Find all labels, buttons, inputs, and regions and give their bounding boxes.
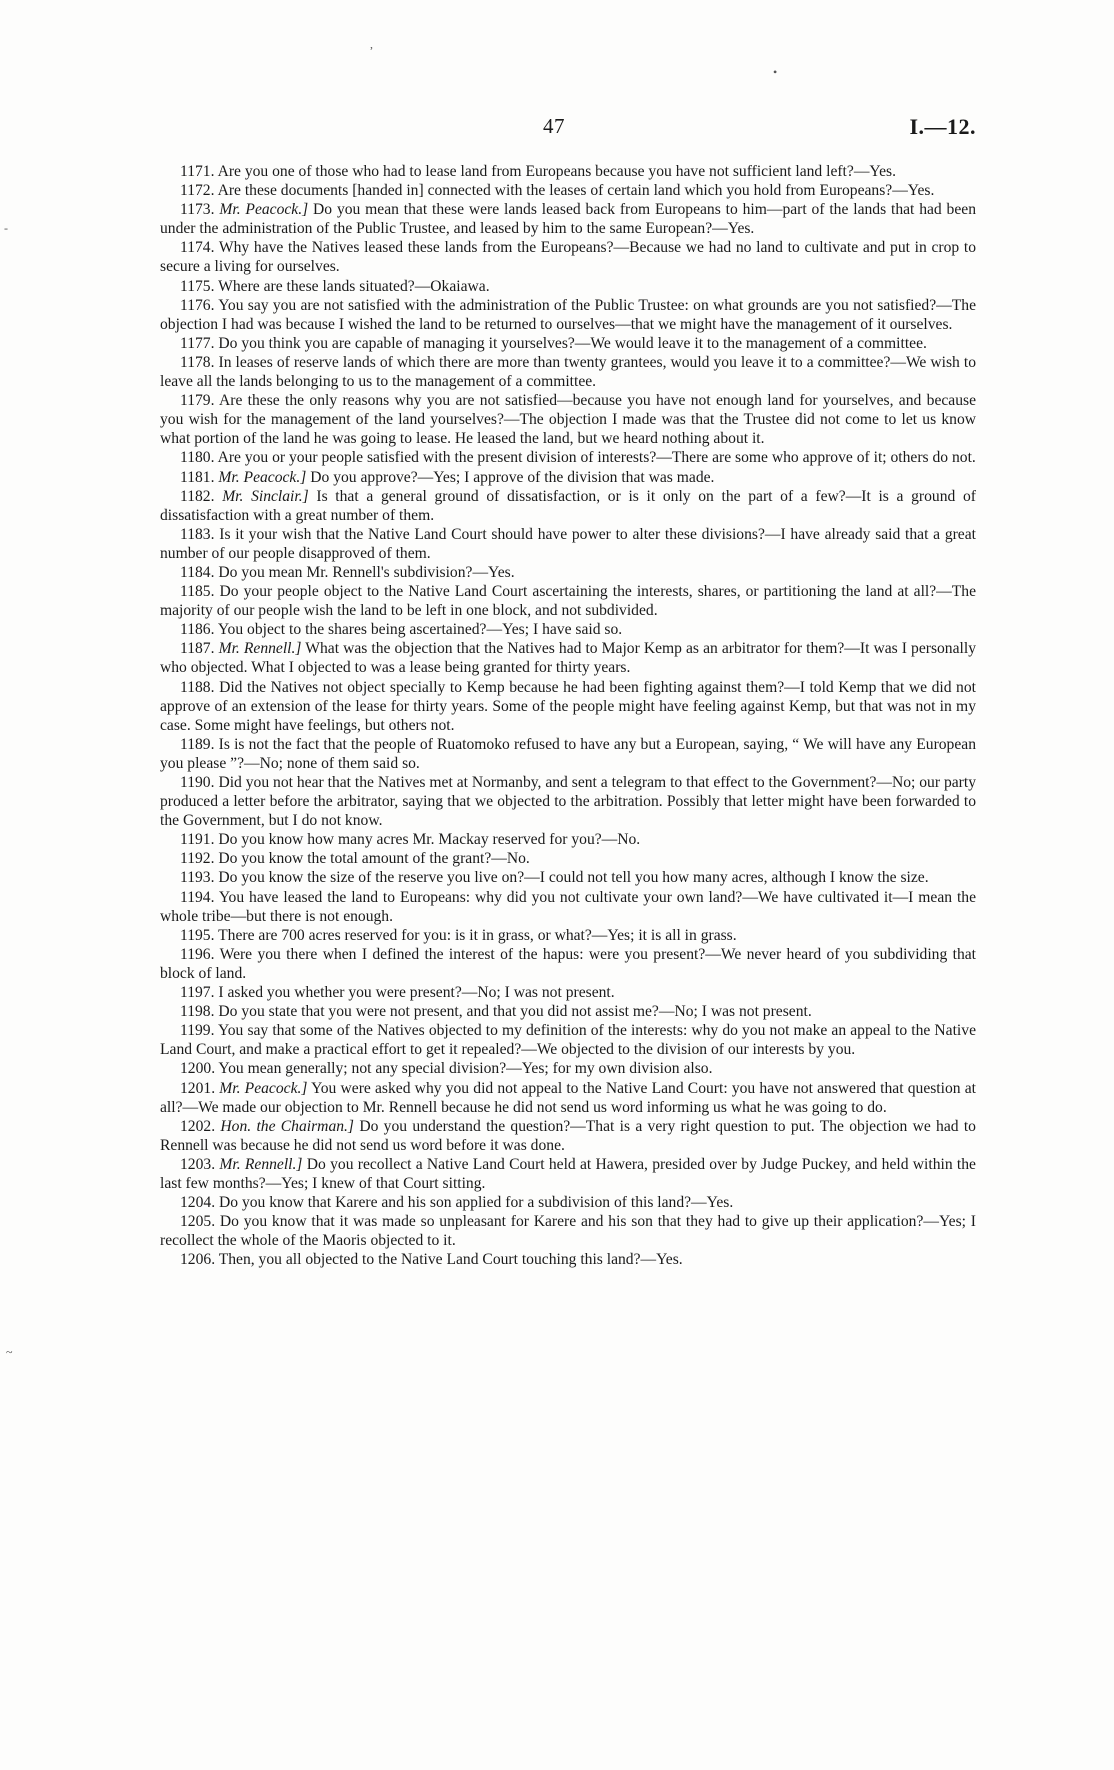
paragraph-text: Are these the only reasons why you are not satisfied—because you have not enough land for yourselves, and because you wish for the management of the land yourselves?—The objection I made was that the Trustee did not come to let us know what portion of the land he was going to lease. He leased the land, but we heard nothing about it. <box>160 392 976 448</box>
question-number: 1198. <box>180 1003 215 1021</box>
paragraph-text: I asked you whether you were present?—No; I was not present. <box>218 984 615 1002</box>
question-number: 1172. <box>180 182 215 200</box>
question-number: 1197. <box>180 984 215 1002</box>
question-number: 1190. <box>180 774 215 791</box>
testimony-paragraph <box>160 277 976 296</box>
speaker-label: Mr. Peacock.] <box>219 1079 308 1097</box>
testimony-paragraph <box>160 620 976 639</box>
testimony-paragraph <box>160 181 976 200</box>
question-number: 1199. <box>180 1022 215 1040</box>
paragraph-text: Do you mean that these were lands leased back from Europeans to him—part of the lands that had been under the administration of the Public Trustee, and leased by him to the same European?—Yes. <box>160 201 976 238</box>
paragraph-text: Do you know how many acres Mr. Mackay reserved for you?—No. <box>218 831 641 849</box>
paragraph-text: Where are these lands situated?—Okaiawa. <box>218 277 490 295</box>
paragraph-text: Is it your wish that the Native Land Court should have power to alter these divisions?—I have already said that a great number of our people disapproved of them. <box>160 525 976 562</box>
question-number: 1176. <box>180 296 215 314</box>
paragraph-text: Do you think you are capable of managing it yourselves?—We would leave it to the management of a committee. <box>218 334 927 352</box>
question-number: 1205. <box>180 1213 216 1231</box>
testimony-paragraph <box>160 830 976 849</box>
question-number: 1186. <box>180 621 215 639</box>
testimony-paragraph <box>160 1079 976 1117</box>
scan-speck: , <box>370 37 373 51</box>
scan-speck: • <box>773 65 778 79</box>
paragraph-text: Do you know the total amount of the grant?—No. <box>218 850 530 868</box>
paragraph-text: You say that some of the Natives objected to my definition of the interests: why do you not make an appeal to the Native Land Court, and make a practical effort to get it repealed?—We objected to the division of our interests by you. <box>160 1022 976 1059</box>
paragraph-text: Then, you all objected to the Native Land Court touching this land?—Yes. <box>218 1251 683 1269</box>
paragraph-text: Is that a general ground of dissatisfaction, or is it only on the part of a few?—It is a ground of dissatisfaction with a great number of them. <box>160 487 976 524</box>
testimony-paragraph <box>160 1002 976 1021</box>
question-number: 1173. <box>180 201 215 219</box>
speaker-label: Mr. Rennell.] <box>218 640 302 658</box>
question-number: 1192. <box>180 850 215 868</box>
question-number: 1183. <box>180 525 215 543</box>
testimony-paragraph <box>160 773 976 830</box>
testimony-paragraph <box>160 162 976 181</box>
testimony-paragraph <box>160 525 976 563</box>
testimony-paragraph <box>160 563 976 582</box>
page-number: 47 <box>543 114 565 138</box>
question-number: 1184. <box>180 563 215 581</box>
testimony-paragraph <box>160 1021 976 1059</box>
question-number: 1191. <box>180 831 215 849</box>
question-number: 1200. <box>180 1060 216 1078</box>
paragraph-text: You say you are not satisfied with the administration of the Public Trustee: on what grounds are you not satisfied?—The objection I had was because I wished the land to be returned to ourselves—that we might have the management of it ourselves. <box>160 296 976 333</box>
question-number: 1201. <box>180 1079 216 1097</box>
question-number: 1178. <box>180 353 215 371</box>
question-number: 1194. <box>180 888 215 906</box>
testimony-paragraph <box>160 678 976 735</box>
question-number: 1171. <box>180 163 215 180</box>
testimony-paragraph <box>160 735 976 773</box>
testimony-paragraph <box>160 868 976 887</box>
testimony-paragraph <box>160 1059 976 1078</box>
testimony-paragraph <box>160 582 976 620</box>
speaker-label: Mr. Peacock.] <box>219 201 309 219</box>
paragraph-text: Do you know the size of the reserve you live on?—I could not tell you how many acres, although I know the size. <box>218 869 929 887</box>
paragraph-text: You have leased the land to Europeans: why did you not cultivate your own land?—We have cultivated it—I mean the whole tribe—but there is not enough. <box>160 888 976 925</box>
paragraph-text: Did the Natives not object specially to Kemp because he had been fighting against them?—I told Kemp that we did not approve of an extension of the lease for thirty years. Some of the people might have feeling against Kemp, but that was not in my case. Some might have feelings, but others not. <box>160 678 976 734</box>
testimony-paragraph <box>160 391 976 448</box>
question-number: 1203. <box>180 1155 216 1173</box>
testimony-paragraph <box>160 468 976 487</box>
paragraph-text: Do your people object to the Native Land Court ascertaining the interests, shares, or partitioning the land at all?—The majority of our people wish the land to be left in one block, and not subdivided. <box>160 583 976 620</box>
testimony-paragraph <box>160 1117 976 1155</box>
document-reference: I.—12. <box>909 114 976 139</box>
testimony-paragraph <box>160 1212 976 1250</box>
testimony-paragraph <box>160 983 976 1002</box>
question-number: 1187. <box>180 640 215 658</box>
question-number: 1181. <box>180 468 215 486</box>
speaker-label: Hon. the Chairman.] <box>220 1117 355 1135</box>
testimony-paragraph <box>160 487 976 525</box>
question-number: 1174. <box>180 239 215 257</box>
testimony-paragraph <box>160 926 976 945</box>
testimony-paragraph <box>160 334 976 353</box>
testimony-paragraph <box>160 1193 976 1212</box>
paragraph-text: Are you one of those who had to lease land from Europeans because you have not sufficient land left?—Yes. <box>217 163 896 180</box>
question-number: 1180. <box>180 449 215 467</box>
paragraph-text: Do you understand the question?—That is a very right question to put. The objection we had to Rennell was because he did not send us word before it was done. <box>160 1117 976 1154</box>
question-number: 1188. <box>180 678 215 696</box>
paragraph-text: Do you approve?—Yes; I approve of the division that was made. <box>310 468 715 486</box>
speaker-label: Mr. Rennell.] <box>219 1155 303 1173</box>
paragraph-text: Do you know that it was made so unpleasant for Karere and his son that they had to give up their application?—Yes; I recollect the whole of the Maoris objected to it. <box>160 1213 976 1250</box>
testimony-paragraph <box>160 945 976 983</box>
question-number: 1182. <box>180 487 215 505</box>
question-number: 1185. <box>180 583 215 601</box>
speaker-label: Mr. Sinclair.] <box>222 487 309 505</box>
question-number: 1206. <box>180 1251 216 1269</box>
paragraph-text: Did you not hear that the Natives met at Normanby, and sent a telegram to that effect to the Government?—No; our party produced a letter before the arbitrator, saying that we objected to the arbitration. Possibly that letter might have been forwarded to the Government, but I do not know. <box>160 774 976 830</box>
testimony-paragraph <box>160 639 976 677</box>
testimony-paragraph <box>160 1250 976 1269</box>
question-number: 1195. <box>180 926 215 944</box>
paragraph-text: Were you there when I defined the interest of the hapus: were you present?—We never heard of you subdividing that block of land. <box>160 945 976 982</box>
question-number: 1193. <box>180 869 215 887</box>
paragraph-text: Do you recollect a Native Land Court held at Hawera, presided over by Judge Puckey, and held within the last few months?—Yes; I knew of that Court sitting. <box>160 1155 976 1192</box>
paragraph-text: Do you mean Mr. Rennell's subdivision?—Yes. <box>218 563 515 581</box>
question-number: 1204. <box>180 1194 216 1212</box>
paragraph-text: Is is not the fact that the people of Ruatomoko refused to have any but a European, saying, “ We will have any European you please ”?—No; none of them said so. <box>160 735 976 772</box>
question-number: 1189. <box>180 735 215 753</box>
testimony-paragraph <box>160 200 976 238</box>
page-header <box>160 114 976 144</box>
speaker-label: Mr. Peacock.] <box>218 468 307 486</box>
question-number: 1202. <box>180 1117 216 1135</box>
paragraph-text: Are these documents [handed in] connected with the leases of certain land which you hold from Europeans?—Yes. <box>217 182 935 200</box>
testimony-paragraph <box>160 238 976 276</box>
testimony-paragraph <box>160 888 976 926</box>
paragraph-text: You object to the shares being ascertained?—Yes; I have said so. <box>217 621 623 639</box>
testimony-paragraph <box>160 1155 976 1193</box>
paragraph-text: Why have the Natives leased these lands from the Europeans?—Because we had no land to cultivate and put in crop to secure a living for ourselves. <box>160 239 976 276</box>
scan-speck: - <box>4 221 8 235</box>
paragraph-text: Do you state that you were not present, and that you did not assist me?—No; I was not present. <box>218 1003 812 1021</box>
paragraph-text: Do you know that Karere and his son applied for a subdivision of this land?—Yes. <box>219 1194 734 1212</box>
testimony-paragraph <box>160 448 976 467</box>
paragraph-text: You were asked why you did not appeal to the Native Land Court: you have not answered that question at all?—We made our objection to Mr. Rennell because he did not send us word informing us what he was going to do. <box>160 1079 976 1116</box>
paragraph-text: You mean generally; not any special division?—Yes; for my own division also. <box>218 1060 713 1078</box>
testimony-body <box>160 162 976 1269</box>
paragraph-text: In leases of reserve lands of which there are more than twenty grantees, would you leave it to a committee?—We wish to leave all the lands belonging to us to the management of a committee. <box>160 353 976 391</box>
question-number: 1175. <box>180 277 215 295</box>
paragraph-text: Are you or your people satisfied with the present division of interests?—There are some who approve of it; others do not. <box>217 449 976 467</box>
question-number: 1179. <box>180 392 215 410</box>
testimony-paragraph <box>160 296 976 334</box>
paragraph-text: What was the objection that the Natives had to Major Kemp as an arbitrator for them?—It was I personally who objected. What I objected to was a lease being granted for thirty years. <box>160 640 976 677</box>
paragraph-text: There are 700 acres reserved for you: is it in grass, or what?—Yes; it is all in grass. <box>218 926 737 944</box>
scan-speck: ~ <box>6 1345 13 1359</box>
question-number: 1177. <box>180 334 215 352</box>
question-number: 1196. <box>180 945 215 963</box>
testimony-paragraph <box>160 849 976 868</box>
testimony-paragraph <box>160 353 976 391</box>
